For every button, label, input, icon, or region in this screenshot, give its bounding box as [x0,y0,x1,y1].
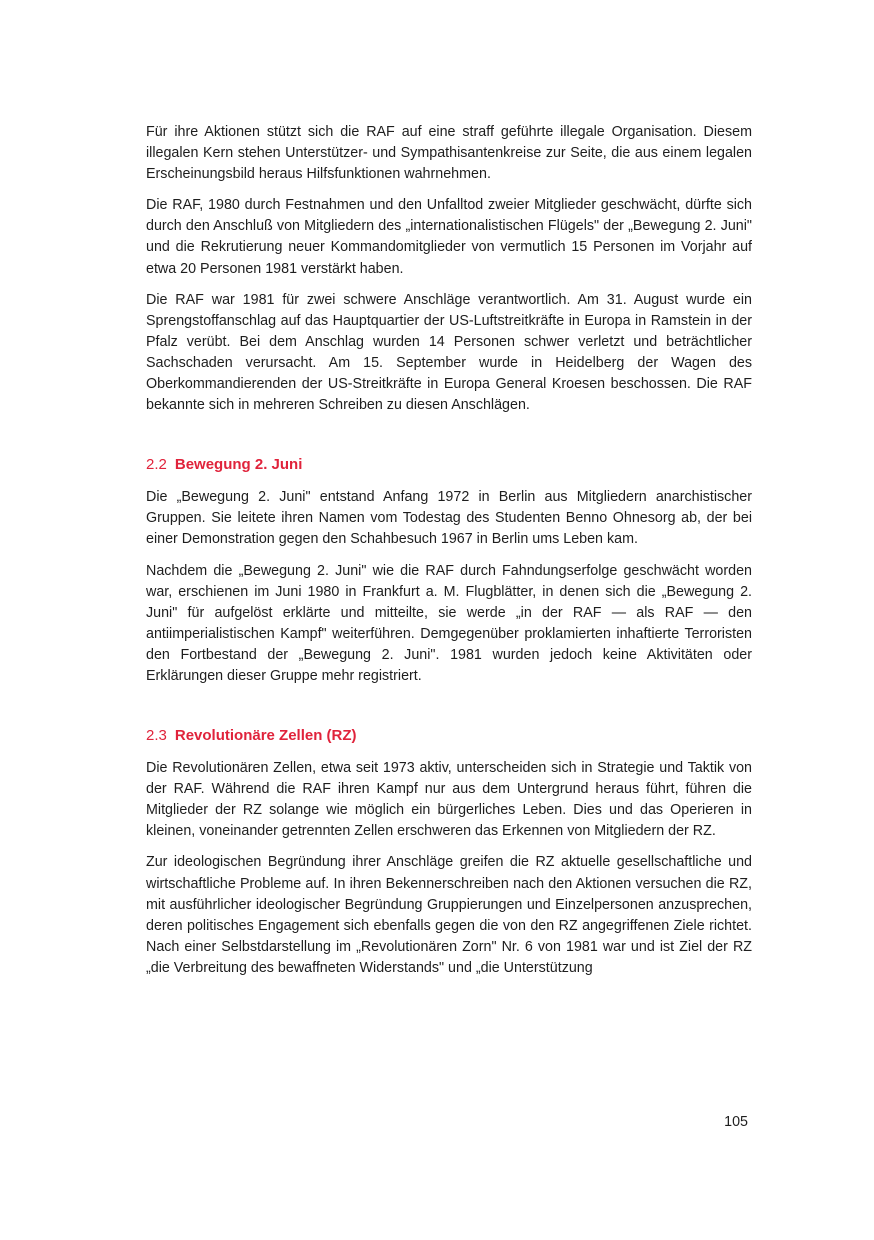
intro-paragraph-2: Die RAF, 1980 durch Festnahmen und den Unfalltod zweier Mitglieder geschwächt, dürfte sich durch den Anschluß von Mitgliedern des „internationalistischen Flügels" der „Bewegung 2. Juni" und die Rekrutierung neuer Kommandomitglieder von vermutlich 15 Personen im Vorjahr auf etwa 20 Personen 1981 verstärkt haben. [146,197,752,277]
page-body [146,122,752,989]
section-2-2-paragraph-1: Die „Bewegung 2. Juni" entstand Anfang 1972 in Berlin aus Mitgliedern anarchistischer Gruppen. Sie leitete ihren Namen vom Todestag des Studenten Benno Ohnesorg ab, der bei einer Demonstration gegen den Schahbesuch 1967 in Berlin ums Leben kam. [146,489,752,548]
section-title: Bewegung 2. Juni [174,456,303,474]
page-number: 105 [724,1114,748,1130]
intro-paragraph-3: Die RAF war 1981 für zwei schwere Anschläge verantwortlich. Am 31. August wurde ein Sprengstoffanschlag auf das Hauptquartier der US-Luftstreitkräfte in Europa in Ramstein in der Pfalz verübt. Bei dem Anschlag wurden 14 Personen schwer verletzt und beträchtlicher Sachschaden verursacht. Am 15. September wurde in Heidelberg der Wagen des Oberkommandierenden der US-Streitkräfte in Europa General Kroesen beschossen. Die RAF bekannte sich in mehreren Schreiben zu diesen Anschlägen. [146,291,752,414]
section-number: 2.2 [146,456,167,474]
section-2-2-paragraph-2: Nachdem die „Bewegung 2. Juni" wie die RAF durch Fahndungserfolge geschwächt worden war, erschienen im Juni 1980 in Frankfurt a. M. Flugblätter, in denen sich die „Bewegung 2. Juni" für aufgelöst erklärte und mitteilte, sie werde „in der RAF — als RAF — den antiimperialistischen Kampf" weiterführen. Demgegenüber proklamierten inhaftierte Terroristen den Fortbestand der „Bewegung 2. Juni". 1981 wurden jedoch keine Aktivitäten oder Erklärungen dieser Gruppe mehr registriert. [146,562,752,684]
section-number: 2.3 [146,727,167,745]
section-heading-2-3 [146,725,752,746]
section-2-3-paragraph-2: Zur ideologischen Begründung ihrer Anschläge greifen die RZ aktuelle gesellschaftliche und wirtschaftliche Probleme auf. In ihren Bekennerschreiben nach den Aktionen versuchen die RZ, mit ausführlicher ideologischer Begründung Gruppierungen und Einzelpersonen anzusprechen, deren politisches Engagement sich ebenfalls gegen die von den RZ angegriffenen Ziele richtet. Nach einer Selbstdarstellung im „Revolutionären Zorn" Nr. 6 von 1981 war und ist Ziel der RZ „die Verbreitung des bewaffneten Widerstands" und „die Unterstützung [146,854,752,976]
section-title: Revolutionäre Zellen (RZ) [174,727,357,745]
section-heading-2-2 [146,454,752,475]
intro-paragraph-1: Für ihre Aktionen stützt sich die RAF auf eine straff geführte illegale Organisation. Diesem illegalen Kern stehen Unterstützer- und Sympathisantenkreise zur Seite, die aus einem legalen Erscheinungsbild heraus Hilfsfunktionen wahrnehmen. [146,124,752,183]
section-2-3-paragraph-1: Die Revolutionären Zellen, etwa seit 1973 aktiv, unterscheiden sich in Strategie und Taktik von der RAF. Während die RAF ihren Kampf nur aus dem Untergrund heraus führt, führen die Mitglieder der RZ solange wie möglich ein bürgerliches Leben. Dies und das Operieren in kleinen, voneinander getrennten Zellen erschweren das Erkennen von Mitgliedern der RZ. [146,760,752,840]
